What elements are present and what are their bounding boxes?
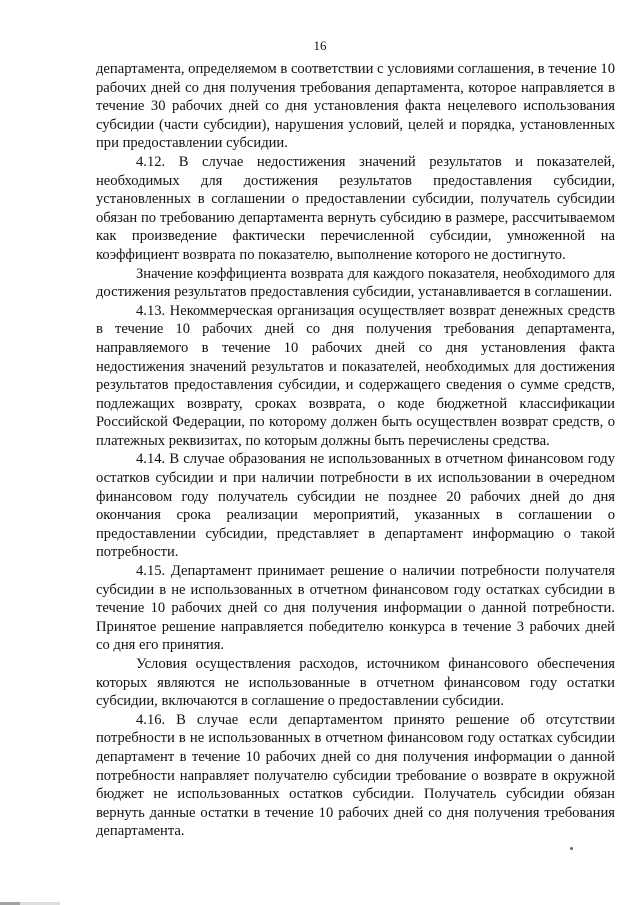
paragraph-4-12: 4.12. В случае недостижения значений результатов и показателей, необходимых для достижения результатов предоставления субсидии, установленных в соглашении о предоставлении субсидии, получатель субсидии обязан по требованию департамента вернуть субсидию в размере, рассчитываемом как произведение фактически перечисленной субсидии, умноженной на коэффициент возврата по показателю, выполнение которого не достигнуто. (96, 153, 615, 263)
page-number: 16 (313, 38, 327, 53)
paragraph-4-16: 4.16. В случае если департаментом принято решение об отсутствии потребности в не использованных в отчетном финансовом году остатках субсидии департамент в течение 10 рабочих дней со дня получения информации о данной потребности направляет получателю субсидии требование о возврате в окружной бюджет не использованных остатков субсидии. Получатель субсидии обязан вернуть данные остатки в течение 10 рабочих дней со дня получения требования департамента. (96, 711, 615, 840)
paragraph-coefficient: Значение коэффициента возврата для каждого показателя, необходимого для достижения результатов предоставления субсидии, устанавливается в соглашении. (96, 265, 615, 301)
document-body (96, 60, 615, 841)
paragraph-conditions: Условия осуществления расходов, источником финансового обеспечения которых являются не использованные в отчетном финансовом году остатки субсидии, включаются в соглашение о предоставлении субсидии. (96, 656, 615, 710)
paragraph-4-14: 4.14. В случае образования не использованных в отчетном финансовом году остатков субсидии и при наличии потребности в их использовании в очередном финансовом году получатель субсидии не позднее 20 рабочих дней до дня окончания срока реализации мероприятий, указанных в соглашении о предоставлении субсидии, представляет в департамент информацию о такой потребности. (96, 451, 615, 561)
paragraph-4-15: 4.15. Департамент принимает решение о наличии потребности получателя субсидии в не использованных в отчетном финансовом году остатках субсидии в течение 10 рабочих дней со дня получения информации о данной потребности. Принятое решение направляется победителю конкурса в течение 3 рабочих дней со дня его принятия. (96, 563, 615, 654)
paragraph-continuation: департамента, определяемом в соответствии с условиями соглашения, в течение 10 рабочих дней со дня получения требования департамента, которое направляется в течение 30 рабочих дней со дня установления факта нецелевого использования субсидии (части субсидии), нарушения условий, целей и порядка, установленных при предоставлении субсидии. (96, 61, 615, 152)
paragraph-4-13: 4.13. Некоммерческая организация осуществляет возврат денежных средств в течение 10 рабочих дней со дня получения требования департамента, направляемого в течение 10 рабочих дней со дня установления факта недостижения значений результатов и показателей, необходимых для достижения результатов предоставления субсидии, и содержащего сведения о сумме средств, подлежащих возврату, сроках возврата, о коде бюджетной классификации Российской Федерации, по которому должен быть осуществлен возврат средств, о платежных реквизитах, по которым должны быть перечислены средства. (96, 302, 615, 449)
scan-dot (570, 847, 573, 850)
